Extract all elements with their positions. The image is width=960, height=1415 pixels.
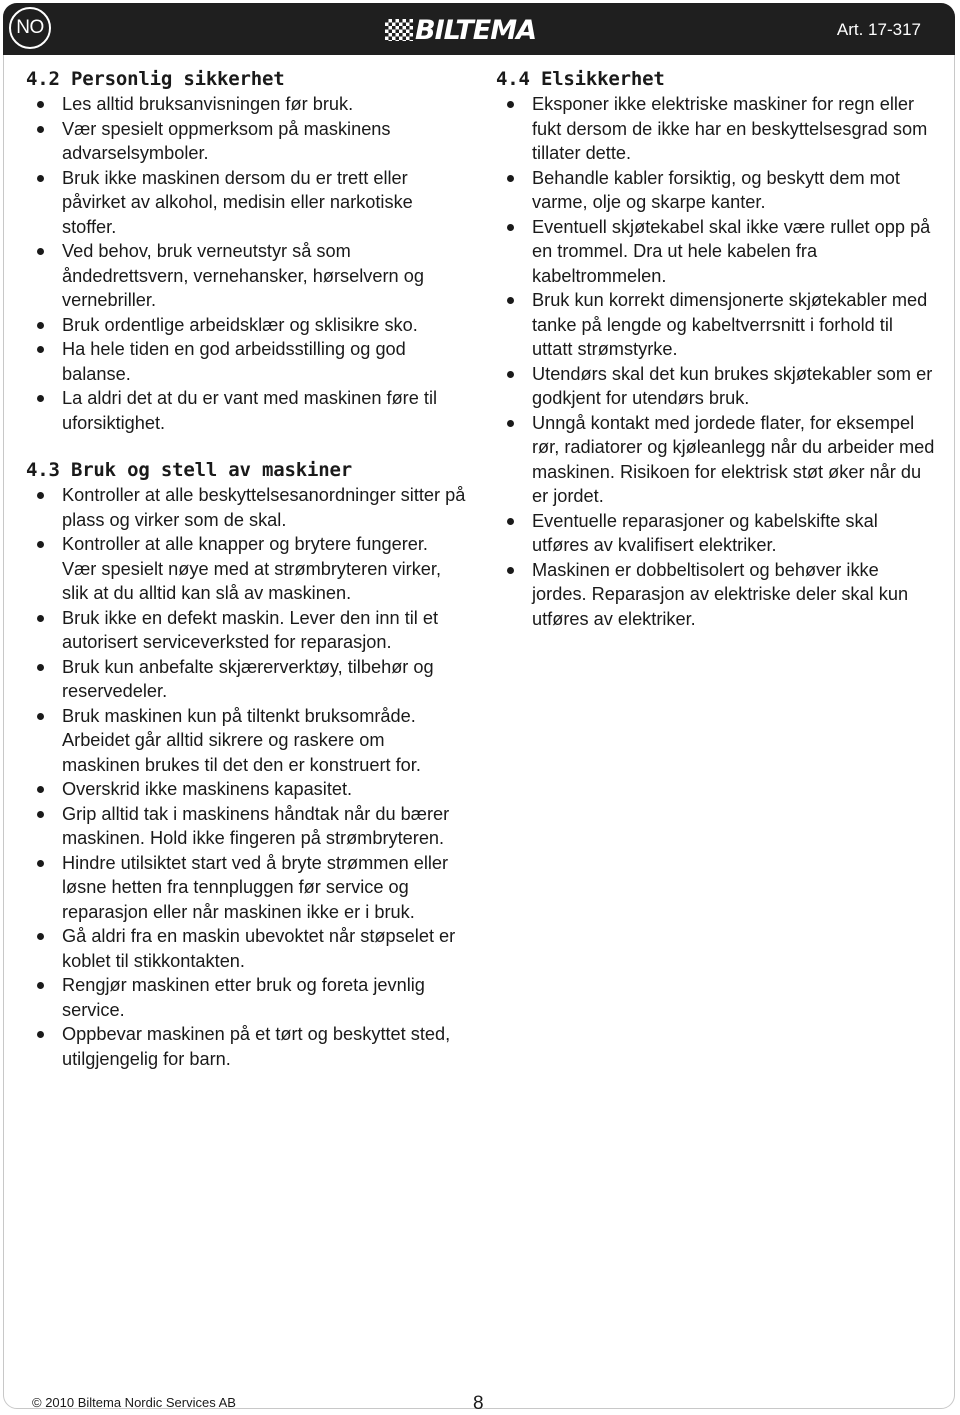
list-item-text: Overskrid ikke maskinens kapasitet.	[62, 779, 353, 799]
bullet-icon	[37, 1031, 44, 1038]
list-item-text: Bruk ikke maskinen dersom du er trett eller påvirket av alkohol, medisin eller narkotiske stoffer.	[62, 167, 413, 237]
bullet-icon	[37, 811, 44, 818]
list-item	[496, 411, 936, 509]
section-title: 4.4 Elsikkerhet	[496, 68, 665, 90]
list-item	[496, 288, 936, 362]
list-item	[26, 924, 466, 973]
list-item-text: Grip alltid tak i maskinens håndtak når du bærer maskinen. Hold ikke fingeren på strømbryteren.	[62, 803, 450, 848]
list-item	[496, 92, 936, 166]
list-item-text: Ved behov, bruk verneutstyr så som åndedrettsvern, vernehansker, hørselvern og vernebriller.	[62, 241, 424, 310]
bullet-icon	[37, 101, 44, 108]
list-item-text: Maskinen er dobbeltisolert og behøver ikke jordes. Reparasjon av elektriske deler skal kun utføres av elektriker.	[532, 559, 909, 629]
bullet-icon	[507, 224, 514, 231]
list-item	[26, 313, 466, 338]
bullet-icon	[37, 395, 44, 402]
bullet-icon	[507, 567, 514, 574]
checkered-flag-icon	[385, 19, 413, 41]
bullet-icon	[37, 933, 44, 940]
list-item	[26, 483, 466, 532]
brand-logo	[385, 16, 536, 44]
list-item	[26, 92, 466, 117]
section-machine-use	[26, 457, 466, 1071]
list-item	[26, 239, 466, 313]
list-item-text: Kontroller at alle knapper og brytere fungerer. Vær spesielt nøye med at strømbryteren virker, slik at du alltid kan slå av maskinen.	[62, 534, 442, 603]
list-item	[496, 509, 936, 558]
bullet-icon	[37, 322, 44, 329]
bullet-icon	[37, 713, 44, 720]
list-item-text: Bruk ordentlige arbeidsklær og sklisikre sko.	[62, 314, 418, 335]
list-item-text: Rengjør maskinen etter bruk og foreta jevnlig service.	[62, 975, 425, 1020]
brand-name: BILTEMA	[415, 14, 536, 46]
list-item-text: Kontroller at alle beskyttelsesanordninger sitter på plass og virker som de skal.	[62, 485, 466, 530]
list-item-text: Behandle kabler forsiktig, og beskytt dem mot varme, olje og skarpe kanter.	[532, 167, 900, 212]
bullet-icon	[507, 175, 514, 182]
list-item	[496, 215, 936, 289]
section-title: 4.2 Personlig sikkerhet	[26, 68, 285, 90]
list-item	[26, 117, 466, 166]
article-number: Art. 17-317	[836, 20, 921, 39]
left-column	[26, 66, 466, 1093]
list-item	[26, 337, 466, 386]
header-bar	[3, 3, 955, 55]
list-item	[26, 386, 466, 435]
list-item-text: Gå aldri fra en maskin ubevoktet når støpselet er koblet til stikkontakten.	[62, 926, 456, 971]
list-item-text: Ha hele tiden en god arbeidsstilling og god balanse.	[62, 339, 406, 384]
list-item	[26, 704, 466, 778]
bullet-list	[26, 92, 466, 435]
right-column	[496, 66, 936, 653]
list-item-text: La aldri det at du er vant med maskinen føre til uforsiktighet.	[62, 388, 438, 433]
section-personal-safety	[26, 66, 466, 435]
list-item	[26, 606, 466, 655]
language-badge: NO	[9, 7, 51, 49]
list-item-text: Utendørs skal det kun brukes skjøtekabler som er godkjent for utendørs bruk.	[532, 363, 933, 408]
section-electrical-safety	[496, 66, 936, 631]
bullet-icon	[507, 420, 514, 427]
list-item-text: Bruk kun korrekt dimensjonerte skjøtekabler med tanke på lengde og kabeltverrsnitt i forhold til uttatt strømstyrke.	[532, 290, 928, 359]
list-item-text: Hindre utilsiktet start ved å bryte strømmen eller løsne hetten fra tennpluggen før service og reparasjon eller når maskinen ikke er i bruk.	[62, 852, 449, 922]
bullet-icon	[37, 664, 44, 671]
list-item-text: Unngå kontakt med jordede flater, for eksempel rør, radiatorer og kjøleanlegg når du arbeider med maskinen. Risikoen for elektrisk støt øker når du er jordet.	[532, 412, 935, 506]
bullet-icon	[37, 615, 44, 622]
bullet-icon	[507, 297, 514, 304]
list-item-text: Eksponer ikke elektriske maskiner for regn eller fukt dersom de ikke har en beskyttelsesgrad som tillater dette.	[532, 94, 928, 163]
bullet-icon	[37, 175, 44, 182]
list-item	[26, 166, 466, 240]
list-item-text: Bruk maskinen kun på tiltenkt bruksområde. Arbeidet går alltid sikrere og raskere om maskinen brukes til det den er konstruert for.	[62, 705, 421, 775]
list-item	[26, 777, 466, 802]
list-item	[26, 655, 466, 704]
bullet-icon	[37, 248, 44, 255]
list-item	[26, 802, 466, 851]
bullet-icon	[37, 786, 44, 793]
bullet-icon	[37, 492, 44, 499]
section-title: 4.3 Bruk og stell av maskiner	[26, 459, 352, 481]
list-item-text: Eventuell skjøtekabel skal ikke være rullet opp på en trommel. Dra ut hele kabelen fra kabeltrommelen.	[532, 216, 931, 286]
list-item	[496, 166, 936, 215]
list-item-text: Bruk kun anbefalte skjærerverktøy, tilbehør og reservedeler.	[62, 656, 434, 701]
list-item-text: Oppbevar maskinen på et tørt og beskyttet sted, utilgjengelig for barn.	[62, 1024, 451, 1069]
list-item	[26, 532, 466, 606]
list-item	[496, 362, 936, 411]
bullet-icon	[37, 860, 44, 867]
bullet-icon	[37, 126, 44, 133]
page-number: 8	[473, 1393, 484, 1414]
list-item-text: Vær spesielt oppmerksom på maskinens advarselsymboler.	[62, 118, 391, 163]
bullet-icon	[507, 101, 514, 108]
bullet-icon	[37, 541, 44, 548]
bullet-icon	[37, 982, 44, 989]
list-item	[26, 973, 466, 1022]
bullet-icon	[507, 518, 514, 525]
list-item	[496, 558, 936, 632]
bullet-list	[26, 483, 466, 1071]
list-item-text: Les alltid bruksanvisningen før bruk.	[62, 94, 354, 114]
footer-copyright: © 2010 Biltema Nordic Services AB	[32, 1395, 236, 1410]
list-item-text: Eventuelle reparasjoner og kabelskifte skal utføres av kvalifisert elektriker.	[532, 510, 878, 555]
bullet-icon	[37, 346, 44, 353]
list-item-text: Bruk ikke en defekt maskin. Lever den inn til et autorisert serviceverksted for reparasjon.	[62, 607, 439, 652]
bullet-list	[496, 92, 936, 631]
list-item	[26, 1022, 466, 1071]
list-item	[26, 851, 466, 925]
bullet-icon	[507, 371, 514, 378]
